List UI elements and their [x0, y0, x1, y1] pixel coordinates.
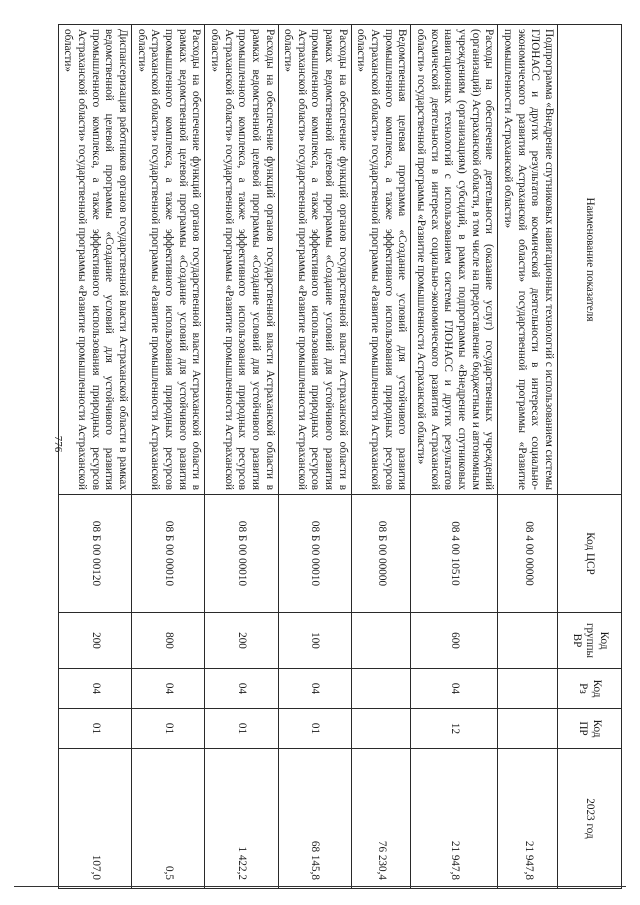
- row-vr: [498, 613, 558, 669]
- row-vr: 200: [58, 613, 131, 669]
- row-value: 68 145,8: [278, 749, 351, 889]
- table-row: [278, 25, 351, 889]
- budget-table: [58, 24, 622, 889]
- row-value: 76 230,4: [351, 749, 411, 889]
- row-value: 1 422,2: [205, 749, 278, 889]
- row-vr: 100: [278, 613, 351, 669]
- page-number: 776: [52, 435, 64, 453]
- row-pr: 01: [58, 709, 131, 749]
- row-name: Расходы на обеспечение функций органов государственной власти Астраханской области в рамках ведомственной целевой программы «Создание условий для устойчивого развития промышленного комплекса, а также эффективного использования природных ресурсов Астраханской области» государственной программы «Развитие промышленности Астраханской области»: [278, 25, 351, 495]
- row-value: 21 947,8: [411, 749, 498, 889]
- header-vr: Код группы ВР: [558, 613, 622, 669]
- row-rz: 04: [131, 669, 204, 709]
- row-pr: 01: [278, 709, 351, 749]
- row-csr: 08 4 00 10510: [411, 495, 498, 613]
- row-vr: 600: [411, 613, 498, 669]
- row-name: Ведомственная целевая программа «Создание условий для устойчивого развития промышленного комплекса, а также эффективного использования природных ресурсов Астраханской области» государственной программы «Развитие промышленности Астраханской области»: [351, 25, 411, 495]
- row-name: Диспансеризация работников органов государственной власти Астраханской области в рамках ведомственной целевой программы «Создание условий для устойчивого развития промышленного комплекса, а также эффективного использования природных ресурсов Астраханской области» государственной программы «Развитие промышленности Астраханской области»: [58, 25, 131, 495]
- table-row: [411, 25, 498, 889]
- row-name: Расходы на обеспечение деятельности (оказание услуг) государственных учреждений (организаций) Астраханской области, в том числе на предоставление бюджетным и автономным учреждениям (организациям) субсидий, в рамках подпрограммы «Внедрение спутниковых навигационных технологий с использованием системы ГЛОНАСС и других результатов космической деятельности в интересах социально-экономического развития Астраханской области» государственной программы «Развитие промышленности Астраханской области»: [411, 25, 498, 495]
- row-pr: 01: [205, 709, 278, 749]
- row-csr: 08 4 00 00000: [498, 495, 558, 613]
- row-csr: 08 Б 00 00010: [205, 495, 278, 613]
- row-rz: [498, 669, 558, 709]
- table-row: [351, 25, 411, 889]
- header-csr: Код ЦСР: [558, 495, 622, 613]
- row-rz: 04: [58, 669, 131, 709]
- budget-table-sheet: [62, 24, 622, 888]
- page-bottom-rule: [14, 886, 626, 887]
- header-pr: Код ПР: [558, 709, 622, 749]
- row-value: 107,0: [58, 749, 131, 889]
- table-header-row: [558, 25, 622, 889]
- table-row: [205, 25, 278, 889]
- row-vr: 800: [131, 613, 204, 669]
- row-vr: [351, 613, 411, 669]
- row-name: Подпрограмма «Внедрение спутниковых навигационных технологий с использованием системы ГЛОНАСС и других результатов космической деятельности в интересах социально-экономического развития Астраханской области» государственной программы «Развитие промышленности Астраханской области»: [498, 25, 558, 495]
- row-value: 0,5: [131, 749, 204, 889]
- row-name: Расходы на обеспечение функций органов государственной власти Астраханской области в рамках ведомственной целевой программы «Создание условий для устойчивого развития промышленного комплекса, а также эффективного использования природных ресурсов Астраханской области» государственной программы «Развитие промышленности Астраханской области»: [131, 25, 204, 495]
- row-csr: 08 Б 00 00120: [58, 495, 131, 613]
- row-csr: 08 Б 00 00010: [278, 495, 351, 613]
- header-name: Наименование показателя: [558, 25, 622, 495]
- row-name: Расходы на обеспечение функций органов государственной власти Астраханской области в рамках ведомственной целевой программы «Создание условий для устойчивого развития промышленного комплекса, а также эффективного использования природных ресурсов Астраханской области» государственной программы «Развитие промышленности Астраханской области»: [205, 25, 278, 495]
- row-pr: [351, 709, 411, 749]
- table-row: [58, 25, 131, 889]
- row-csr: 08 Б 00 00010: [131, 495, 204, 613]
- row-rz: 04: [278, 669, 351, 709]
- row-rz: 04: [205, 669, 278, 709]
- row-rz: [351, 669, 411, 709]
- header-year: 2023 год: [558, 749, 622, 889]
- row-vr: 200: [205, 613, 278, 669]
- table-row: [498, 25, 558, 889]
- table-row: [131, 25, 204, 889]
- row-pr: 12: [411, 709, 498, 749]
- header-rz: Код Рз: [558, 669, 622, 709]
- row-pr: [498, 709, 558, 749]
- row-value: 21 947,8: [498, 749, 558, 889]
- row-pr: 01: [131, 709, 204, 749]
- row-csr: 08 Б 00 00000: [351, 495, 411, 613]
- row-rz: 04: [411, 669, 498, 709]
